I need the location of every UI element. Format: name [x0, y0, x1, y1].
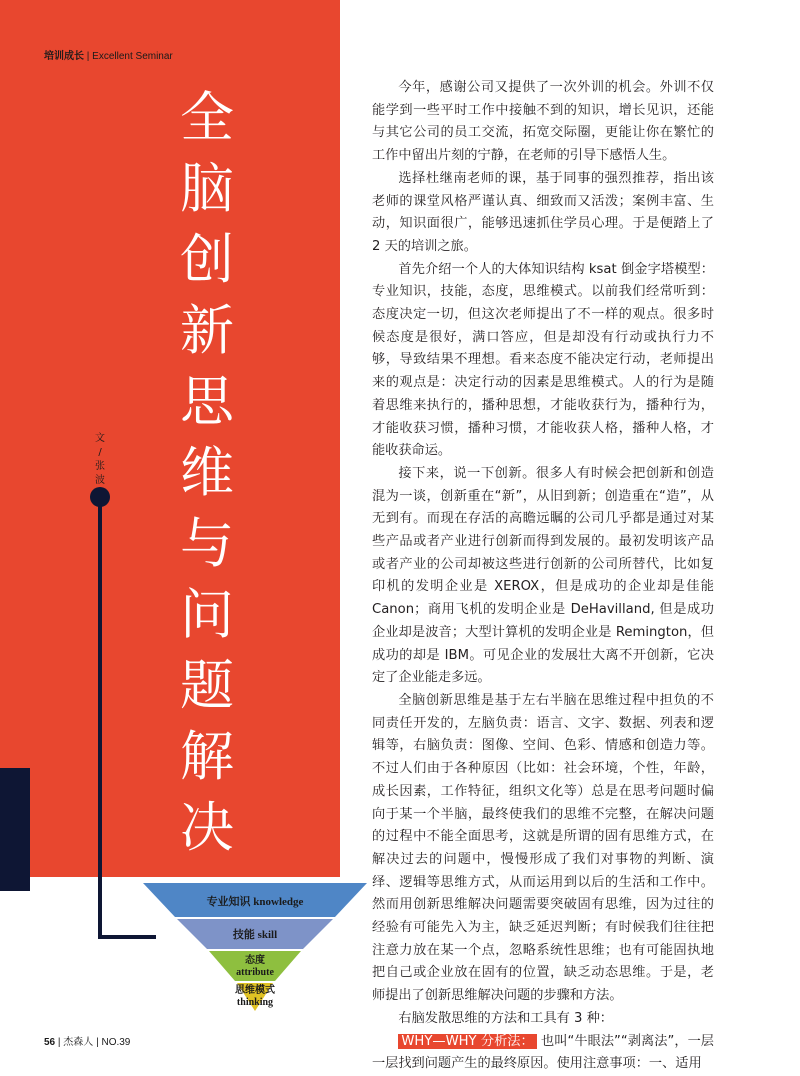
section-label-en: Excellent Seminar: [92, 51, 173, 62]
footer-separator: |: [96, 1037, 99, 1048]
title-char: 创: [180, 228, 234, 291]
paragraph: [372, 1031, 714, 1076]
title-char: 新: [180, 299, 234, 362]
page-number: 56: [44, 1037, 56, 1048]
paragraph: 全脑创新思维是基于左右半脑在思维过程中担负的不同责任开发的，左脑负责：语言、文字、数据、列表和逻辑等，右脑负责：图像、空间、色彩、情感和创造力等。不过人们由于各种原因（比如：社会环境，个性，年龄，成长因素，工作特征，组织文化等）总是在思考问题时偏向于某一个半脑，最终使我们的思维不完整，在解决问题的过程中不能全面思考，这就是所谓的固有思维方式，在解决过去的问题中，慢慢形成了我们对事物的判断、演绎、逻辑等思维方式，从而运用到以后的生活和工作中。然而用创新思维解决问题需要突破固有思维，因为过往的经验有可能先入为主，缺乏延迟判断；有时候我们往往把注意力放在某一个点，忽略系统性思维；也有可能固执地把自己或企业放在固有的位置，缺乏动态思维。于是，老师提出了创新思维解决问题的步骤和方法。: [372, 692, 714, 1004]
paragraph: 右脑发散思维的方法和工具有 3 种：: [398, 1010, 613, 1026]
highlighted-term: WHY—WHY 分析法：: [398, 1034, 536, 1049]
paragraph: 今年，感谢公司又提供了一次外训的机会。外训不仅能学到一些平时工作中接触不到的知识，增长见识，还能与其它公司的员工交流，拓宽交际圈，更能让你在繁忙的工作中留出片刻的宁静，在老师的引导下感悟人生。: [372, 80, 714, 164]
author-char: 张: [95, 461, 105, 472]
paragraph-text: 也叫“牛眼法”“剥离法”，一层一层找到问题产生的最终原因。使用注意事项：一、适用: [372, 1033, 714, 1072]
pyramid-label-thinking-en: thinking: [236, 997, 274, 1008]
pyramid-label-skill: 技能 skill: [232, 929, 278, 941]
author-char: /: [98, 447, 102, 458]
title-char: 问: [180, 583, 234, 646]
author-credit: [93, 432, 107, 488]
title-char: 与: [180, 512, 234, 575]
ksat-inverted-pyramid: [143, 883, 367, 1011]
section-label-cn: 培训成长: [44, 51, 84, 62]
pyramid-label-attitude-cn: 态度: [245, 955, 265, 966]
red-side-panel: [0, 0, 340, 877]
paragraph: 首先介绍一个人的大体知识结构 ksat 倒金字塔模型：专业知识，技能，态度，思维模式。以前我们经常听到：态度决定一切，但这次老师提出了不一样的观点。很多时候态度是很好，满口答应，但是却没有行动或执行力不够，导致结果不理想。看来态度不能决定行动，老师提出来的观点是：决定行动的因素是思维模式。人的行为是随着思维来执行的，播种思想，才能收获行为，播种行为，才能收获习惯，播种习惯，才能收获人格，播种人格，才能收获命运。: [372, 261, 714, 459]
pyramid-label-knowledge: 专业知识 knowledge: [206, 896, 304, 908]
navy-accent-bar: [0, 768, 30, 891]
title-char: 思: [180, 370, 234, 433]
timeline-vertical-line: [98, 500, 102, 939]
title-char: 题: [180, 654, 234, 717]
page-footer: [44, 1033, 130, 1048]
title-char: 维: [180, 441, 234, 504]
title-char: 脑: [180, 157, 234, 220]
section-header: [44, 47, 173, 62]
footer-separator: |: [57, 1037, 61, 1048]
pyramid-label-attitude-en: attribute: [236, 967, 274, 978]
section-separator: |: [86, 51, 90, 62]
author-char: 波: [95, 475, 105, 486]
article-body: [372, 77, 714, 1076]
issue-number: NO.39: [101, 1037, 131, 1048]
author-char: 文: [95, 433, 105, 444]
title-char: 全: [180, 86, 234, 149]
paragraph: 接下来，说一下创新。很多人有时候会把创新和创造混为一谈，创新重在“新”，从旧到新；创造重在“造”，从无到有。而现在存活的高瞻远瞩的公司几乎都是通过对某些产品或者产业进行创新而得到发展的。最初发明该产品或者产业的公司却被这些进行创新的公司所替代，比如复印机的发明企业是 XEROX，但是成功的企业却是佳能 Canon；商用飞机的发明企业是 DeHavilland, 但是成功企业却是波音；大型计算机的发明企业是 Remington，但成功的却是 IBM。可见企业的发展壮大离不开创新，它决定了企业能走多远。: [372, 465, 714, 686]
paragraph: 选择杜继南老师的课，基于同事的强烈推荐，指出该老师的课堂风格严谨认真、细致而又活泼；案例丰富、生动，知识面很广，能够迅速抓住学员心理。于是便踏上了 2 天的培训之旅。: [372, 170, 714, 254]
article-title: [178, 82, 236, 863]
pyramid-label-thinking-cn: 思维模式: [235, 985, 275, 996]
title-char: 解: [180, 725, 234, 788]
magazine-name: 杰森人: [63, 1037, 94, 1048]
title-char: 决: [180, 796, 234, 859]
